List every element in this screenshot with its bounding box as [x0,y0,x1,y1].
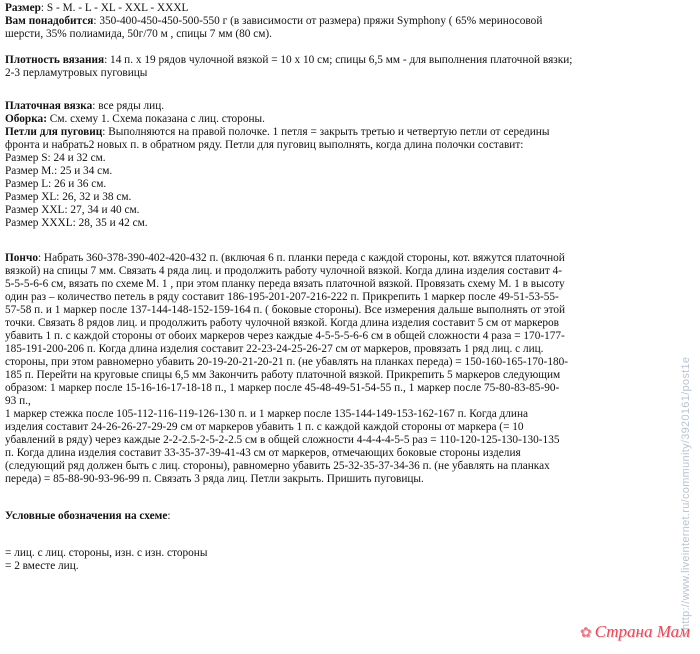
line-text: См. схему 1. Схема показана с лиц. стороны. [46,113,265,125]
text-line [5,67,147,80]
line-text: = 2 вместе лиц. [5,560,79,572]
line-text: 5-5-5-6-6 см, вязать по схеме М. 1 , при этом планку переда вязать платочной вязкой. Провязать схему М. 1 в высоту [5,278,565,290]
line-text: убавить 1 п. с каждой стороны от обоих маркеров через каждые 4-5-5-5-6-6 см в общей сложности 4 раза = 170-177- [5,330,565,342]
line-text: : все ряды лиц. [92,100,165,112]
line-text: 1 маркер стежка после 105-112-116-119-126-130 п. и 1 маркер после 135-144-149-153-162-167 п. Когда длина [5,408,529,420]
line-text: : Набрать 360-378-390-402-420-432 п. (включая 6 п. планки переда с каждой стороны, кот. вяжутся платочной [37,252,565,264]
text-line [5,408,528,421]
line-text: : 350-400-450-450-500-550 г (в зависимости от размера) пряжи Symphony ( 65% мериносовой [93,15,543,27]
line-text: : 14 п. х 19 рядов чулочной вязкой = 10 х 10 см; спицы 6,5 мм - для выполнения платочной вязки; [104,54,573,66]
text-line [5,421,524,434]
bold-label: Оборка: [5,113,47,125]
line-text: (следующий ряд должен быть с лиц. стороны), равномерно убавить 25-32-35-37-34-36 п. (не убавлять на планках [5,460,550,472]
line-text: убавлений в ряду) через каждые 2-2-2.5-2-5-2-2.5 см в общей сложности 4-4-4-4-5-5 раз = 110-120-125-130-130-135 [5,434,560,446]
line-text: : [167,510,171,522]
bold-label: Петли для пуговиц [5,126,103,138]
text-line [5,330,565,343]
text-line [5,28,272,41]
line-text: Размер XXL: 27, 34 и 40 см. [5,204,140,216]
logo-text: Страна Мам [594,622,690,641]
line-text: : Выполняются на правой полочке. 1 петля = закрыть третью и четвертую петли от середины [102,126,550,138]
line-text: Размер XXXL: 28, 35 и 42 см. [5,217,148,229]
bold-label: Размер [5,2,41,14]
text-line [5,395,31,408]
line-text: шерсти, 35% полиамида, 50г/70 м , спицы 7 мм (80 см). [5,28,272,40]
text-line [5,317,559,330]
line-text: п. Когда длина изделия составит 33-35-37-39-41-43 см от маркеров, отмечающих боковые стороны изделия [5,447,521,459]
line-text: 93 п., [5,395,31,407]
bold-label: Вам понадобится [5,15,94,27]
text-line [5,510,171,523]
text-line [5,191,131,204]
bold-label: Платочная вязка [5,100,93,112]
text-line [5,139,523,152]
bold-label: Пончо [5,252,38,264]
text-line [5,343,544,356]
text-line [5,217,148,230]
line-text: Размер L: 26 и 36 см. [5,178,107,190]
text-line [5,204,139,217]
line-text: Размер S: 24 и 32 см. [5,152,106,164]
line-text: 185 п. Перейти на круговые спицы 6,5 мм Закончить работу платочной вязкой. Прикрепить 5 маркеров следующим [5,369,561,381]
bold-label: Условные обозначения на схеме [5,510,168,522]
line-text: = лиц. с лиц. стороны, изн. с изн. стороны [5,547,208,559]
line-text: изделия составит 24-26-26-27-29-29 см от маркеров убавить 1 п. с каждой каждой стороны от маркера (= 10 [5,421,524,433]
line-text: точки. Связать 8 рядов лиц. и продолжить работу чулочной вязкой. Когда длина изделия составит 5 см от маркеров [5,317,560,329]
text-line [5,434,560,447]
text-line [5,15,542,28]
text-line [5,560,79,573]
text-line [5,460,550,473]
site-logo [579,622,690,648]
text-line [5,547,207,560]
line-text: один раз – количество петель в ряду составит 186-195-201-207-216-222 п. Прикрепить 1 маркер после 49-51-53-55- [5,291,559,303]
text-line [5,126,549,139]
line-text: Размер XL: 26, 32 и 38 см. [5,191,132,203]
text-line [5,473,424,486]
text-line [5,252,565,265]
text-line [5,2,188,15]
source-url-watermark: http://www.liveinternet.ru/community/3920161/post1e [680,356,692,630]
text-line [5,100,164,113]
text-line [5,369,560,382]
line-text: 2-3 перламутровых пуговицы [5,67,148,79]
line-text: Размер M.: 25 и 34 см. [5,165,113,177]
text-line [5,265,562,278]
text-line [5,356,568,369]
line-text: фронта и набрать2 новых п. в обратном ряду. Петли для пуговиц выполнять, когда длина полочки составит: [5,139,524,151]
logo-flower-icon: ✿ [579,626,592,641]
line-text: : S - M. - L - XL - XXL - XXXL [40,2,189,14]
line-text: образом: 1 маркер после 15-16-16-17-18-18 п., 1 маркер после 45-48-49-51-54-55 п., 1 маркер после 75-80-83-85-90- [5,382,560,394]
text-line [5,113,265,126]
text-line [5,382,559,395]
text-line [5,178,106,191]
text-line [5,152,106,165]
text-line [5,278,565,291]
text-line [5,447,521,460]
bold-label: Плотность вязания [5,54,105,66]
line-text: вязкой) на спицы 7 мм. Связать 4 ряда лиц. и продолжить работу чулочной вязкой. Когда длина изделия составит 4- [5,265,563,277]
line-text: 57-58 п. и 1 маркер после 137-144-148-152-159-164 п. ( боковые стороны). Все измерения дальше выполнять от этой [5,304,566,316]
line-text: переда) = 85-88-90-93-96-99 п. Связать 3 ряда лиц. Петли закрыть. Пришить пуговицы. [5,473,424,485]
text-line [5,304,565,317]
line-text: 185-191-200-206 п. Когда длина изделия составит 22-23-24-25-26-27 см от маркеров, провязать 1 ряд лиц. с лиц. [5,343,544,355]
text-line [5,291,559,304]
line-text: стороны, при этом равномерно убавить 20-19-20-21-20-21 п. (не убавлять на планках переда) = 150-160-165-170-180- [5,356,569,368]
text-line [5,54,572,67]
text-line [5,165,112,178]
